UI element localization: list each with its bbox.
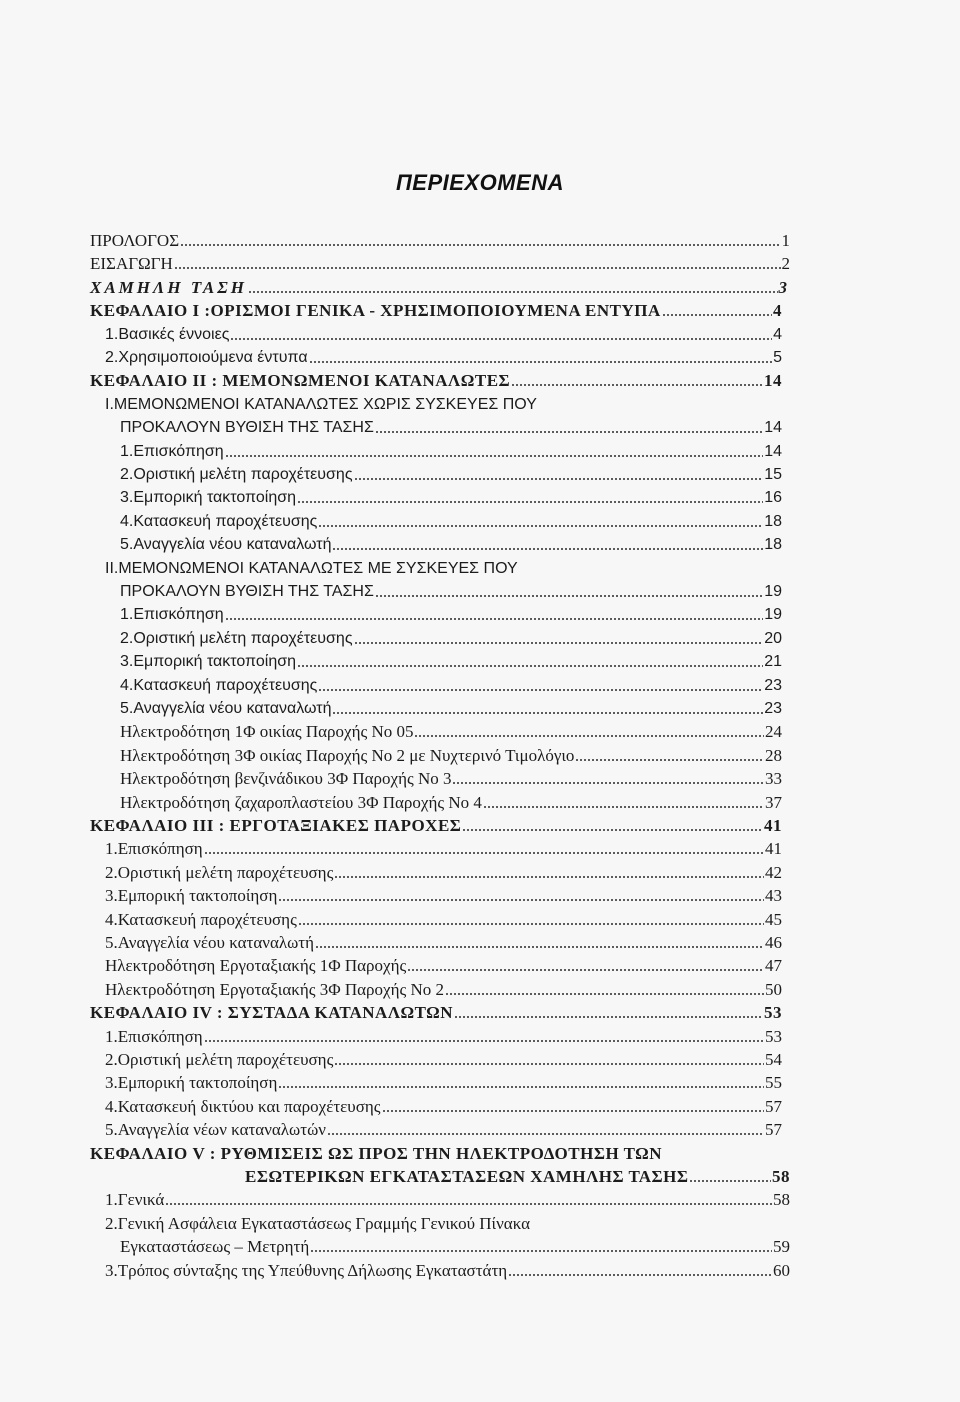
toc-entry [105,836,782,860]
toc-entry [105,345,782,369]
toc-entry [120,1234,790,1258]
toc-entry-title: 3.Εμπορική τακτοποίηση [120,489,296,507]
toc-entry-page: 42 [765,862,782,882]
toc-entry-title: ΠΡΟΚΑΛΟΥΝ ΒΥΘΙΣΗ ΤΗΣ ΤΑΣΗΣ [120,583,374,600]
toc-entry-page: 14 [764,371,782,391]
dot-leader [375,594,763,598]
toc-entry [90,368,782,392]
toc-entry [120,579,782,603]
toc-entry [105,1117,782,1141]
toc-entry-title: 4.Κατασκευή παροχέτευσης [105,909,297,929]
toc-entry-page: 58 [772,1167,790,1186]
toc-entry [105,1094,782,1118]
toc-entry-page: 23 [764,676,782,694]
toc-entry-title: Ηλεκτροδότηση Εργοταξιακής 3Φ Παροχής Νο 2 [105,979,444,999]
dot-leader [452,781,764,785]
toc-entry-title: 3.Τρόπος σύνταξης της Υπεύθυνης Δήλωσης Εγκαταστάτη [105,1260,508,1280]
toc-entry-page: 59 [773,1237,790,1257]
toc-entry-title: 4.Κατασκευή παροχέτευσης [120,676,318,694]
toc-entry-page: 53 [764,1003,782,1023]
toc-entry-title: 2.Οριστική μελέτη παροχέτευσης [105,1050,334,1069]
toc-entry-page: 14 [764,442,782,460]
toc-entry-title: Ηλεκτροδότηση 1Φ οικίας Παροχής Νο 05 [120,722,414,742]
toc-entry [120,485,782,509]
toc-entry-title: ΚΕΦΑΛΑΙΟ ΙΙ : ΜΕΜΟΝΩΜΕΝΟΙ ΚΑΤΑΝΑΛΩΤΕΣ [90,371,511,391]
toc-entry-title: Ηλεκτροδότηση 3Φ οικίας Παροχής Νο 2 με Νυχτερινό Τιμολόγιο [120,745,575,765]
dot-leader [248,290,778,294]
toc-entry-page: 21 [764,653,782,671]
toc-entry-page: 47 [765,956,782,976]
toc-entry [120,462,782,486]
toc-entry-title: 2.Οριστική μελέτη παροχέτευσης [120,466,353,483]
toc-entry-title: 2.Οριστική μελέτη παροχέτευσης [120,629,353,647]
toc-entry-page: 28 [765,745,782,765]
toc-entry-title: ΚΕΦΑΛΑΙΟ Ι :ΟΡΙΣΜΟΙ ΓΕΝΙΚΑ - ΧΡΗΣΙΜΟΠΟΙΟΥΜΕΝΑ ΕΝΤΥΠΑ [90,301,661,321]
toc-entry [105,953,782,977]
dot-leader [575,758,764,762]
toc-entry-page: 23 [764,700,782,717]
toc-entry [120,626,782,650]
toc-entry-page: 19 [764,606,782,624]
toc-entry-title: ΙΙ.ΜΕΜΟΝΩΜΕΝΟΙ ΚΑΤΑΝΑΛΩΤΕΣ ΜΕ ΣΥΣΚΕΥΕΣ ΠΟΥ [105,559,518,577]
toc-entry-title: 1.Επισκόπηση [105,839,203,859]
toc-entry [120,673,782,697]
dot-leader [511,383,763,387]
toc-entry-page: 1 [781,231,790,250]
dot-leader [298,922,764,926]
toc-entry [105,322,782,346]
toc-entry [90,251,790,275]
toc-entry-page: 45 [765,909,782,929]
dot-leader [483,805,764,809]
dot-leader [454,1015,763,1019]
dot-leader [230,337,772,341]
toc-entry-title: ΕΙΣΑΓΩΓΗ [90,254,173,274]
dot-leader [278,1085,764,1089]
toc-entry-title: 1.Βασικές έννοιες [105,325,230,343]
toc-entry-title: ΧΑΜΗΛΗ ΤΑΣΗ [90,277,247,297]
dot-leader [354,477,764,481]
toc-entry [120,415,782,439]
toc-entry-page: 37 [765,792,782,812]
dot-leader [689,1179,771,1183]
toc-entry-title: ΚΕΦΑΛΑΙΟ ΙΙΙ : ΕΡΓΟΤΑΞΙΑΚΕΣ ΠΑΡΟΧΕΣ [90,816,462,835]
toc-entry [105,860,782,884]
toc-entry-page: 50 [765,979,782,999]
toc-entry-page: 3 [778,277,790,297]
toc-entry-page: 5 [773,349,782,366]
dot-leader [414,734,764,738]
toc-entry [90,275,790,299]
toc-entry [245,1164,790,1188]
dot-leader [382,1109,764,1113]
toc-entry [105,1211,790,1235]
toc-entry-title: 2.Οριστική μελέτη παροχέτευσης [105,862,334,882]
toc-entry [105,930,782,954]
toc-entry-title: ΚΕΦΑΛΑΙΟ V : ΡΥΘΜΙΣΕΙΣ ΩΣ ΠΡΟΣ ΤΗΝ ΗΛΕΚΤΡΟΔΟΤΗΣΗ ΤΩΝ [90,1143,663,1163]
toc-entry-title: 1.Επισκόπηση [105,1026,203,1046]
toc-entry-page: 15 [764,466,782,483]
toc-entry-title: Ηλεκτροδότηση βενζινάδικου 3Φ Παροχής Νο 3 [120,769,452,789]
dot-leader [354,641,764,645]
toc-entry-page: 60 [773,1260,790,1280]
dot-leader [297,664,763,668]
toc-entry-page: 16 [764,489,782,507]
toc-entry-title: ΕΣΩΤΕΡΙΚΩΝ ΕΓΚΑΤΑΣΤΑΣΕΩΝ ΧΑΜΗΛΗΣ ΤΑΣΗΣ [245,1167,689,1186]
toc-entry-title: 1.Γενικά [105,1190,165,1210]
toc-entry-title: 3.Εμπορική τακτοποίηση [105,886,278,906]
toc-entry-title: 4.Κατασκευή δικτύου και παροχέτευσης [105,1096,381,1116]
toc-entry-page: 14 [764,419,782,437]
toc-entry-title: 5.Αναγγελία νέου καταναλωτή [120,536,332,554]
toc-entry-page: 57 [765,1096,782,1116]
toc-entry-title: Ι.ΜΕΜΟΝΩΜΕΝΟΙ ΚΑΤΑΝΑΛΩΤΕΣ ΧΩΡΙΣ ΣΥΣΚΕΥΕΣ ΠΟΥ [105,395,537,413]
toc-entry-title: 1.Επισκόπηση [120,606,224,624]
toc-entry-title: Εγκαταστάσεως – Μετρητή [120,1237,310,1257]
toc-entry [90,298,782,322]
dot-leader [165,1202,772,1206]
page-title: ΠΕΡΙΕΧΟΜΕΝΑ [396,170,564,195]
toc-entry-page: 41 [764,816,782,835]
toc-entry [105,907,782,931]
toc-entry [90,813,782,837]
toc-entry [120,509,782,533]
dot-leader [508,1273,772,1277]
toc-entry-title: Ηλεκτροδότηση ζαχαροπλαστείου 3Φ Παροχής Νο 4 [120,792,482,812]
toc-entry-page: 41 [765,839,782,859]
toc-entry [120,790,782,814]
toc-entry [120,719,782,743]
toc-entry-title: Ηλεκτροδότηση Εργοταξιακής 1Φ Παροχής [105,956,407,976]
toc-entry-page: 43 [765,886,782,906]
dot-leader [445,992,764,996]
toc-entry [90,1000,782,1024]
toc-entry [120,743,782,767]
dot-leader [327,1132,764,1136]
toc-entry-page: 46 [765,933,782,952]
dot-leader [225,617,764,621]
toc-entry [105,1024,782,1048]
toc-entry [120,602,782,626]
toc-entry-page: 57 [765,1120,782,1140]
toc-entry [105,392,790,416]
dot-leader [297,500,763,504]
dot-leader [334,1062,764,1066]
toc-entry-page: 4 [773,301,782,321]
dot-leader [462,828,763,832]
toc-entry-page: 2 [781,254,790,274]
toc-entry-title: ΚΕΦΑΛΑΙΟ ΙV : ΣΥΣΤΑΔΑ ΚΑΤΑΝΑΛΩΤΩΝ [90,1003,454,1023]
toc-entry [120,696,782,720]
toc-entry [120,766,782,790]
toc-entry [90,228,790,252]
toc-entry-page: 58 [773,1190,790,1210]
dot-leader [375,430,763,434]
dot-leader [174,266,781,270]
toc-entry [105,1070,782,1094]
dot-leader [204,1039,764,1043]
toc-entry [120,532,782,556]
toc-entry-title: 2.Γενική Ασφάλεια Εγκαταστάσεως Γραμμής Γενικού Πίνακα [105,1213,531,1233]
toc-entry-title: 4.Κατασκευή παροχέτευσης [120,512,318,530]
toc-entry-page: 53 [765,1026,782,1046]
dot-leader [310,1249,772,1253]
dot-leader [180,243,780,247]
dot-leader [318,524,763,528]
toc-entry-page: 18 [764,512,782,530]
toc-entry [105,1258,790,1282]
dot-leader [204,851,764,855]
toc-entry-page: 4 [773,325,782,343]
toc-entry-title: 1.Επισκόπηση [120,442,224,460]
toc-entry-page: 18 [764,536,782,554]
toc-entry-page: 20 [764,629,782,647]
toc-entry-title: 5.Αναγγελία νέου καταναλωτή [105,933,315,952]
toc-entry-page: 33 [765,769,782,789]
dot-leader [315,945,764,949]
toc-entry [105,977,782,1001]
toc-entry [120,649,782,673]
dot-leader [278,898,764,902]
toc-entry-title: 3.Εμπορική τακτοποίηση [120,653,296,671]
toc-entry [90,1141,790,1165]
dot-leader [332,711,763,715]
dot-leader [407,968,764,972]
toc-entry-title: 5.Αναγγελία νέου καταναλωτή [120,700,332,717]
toc-entry-title: ΠΡΟΚΑΛΟΥΝ ΒΥΘΙΣΗ ΤΗΣ ΤΑΣΗΣ [120,419,374,437]
toc-entry-page: 54 [765,1050,782,1069]
dot-leader [332,547,763,551]
toc-entry [105,883,782,907]
dot-leader [334,875,764,879]
dot-leader [225,454,764,458]
toc-entry [105,556,790,580]
toc-entry-page: 55 [765,1073,782,1093]
dot-leader [318,688,763,692]
dot-leader [662,313,772,317]
toc-entry-title: ΠΡΟΛΟΓΟΣ [90,231,180,250]
toc-entry-title: 2.Χρησιμοποιούμενα έντυπα [105,349,308,366]
toc-entry-title: 3.Εμπορική τακτοποίηση [105,1073,278,1093]
dot-leader [309,360,773,364]
toc-entry [105,1187,790,1211]
toc-entry [105,1047,782,1071]
toc-entry [120,439,782,463]
toc-entry-page: 24 [765,722,782,742]
toc-entry-title: 5.Αναγγελία νέων καταναλωτών [105,1120,326,1140]
toc-entry-page: 19 [764,583,782,600]
